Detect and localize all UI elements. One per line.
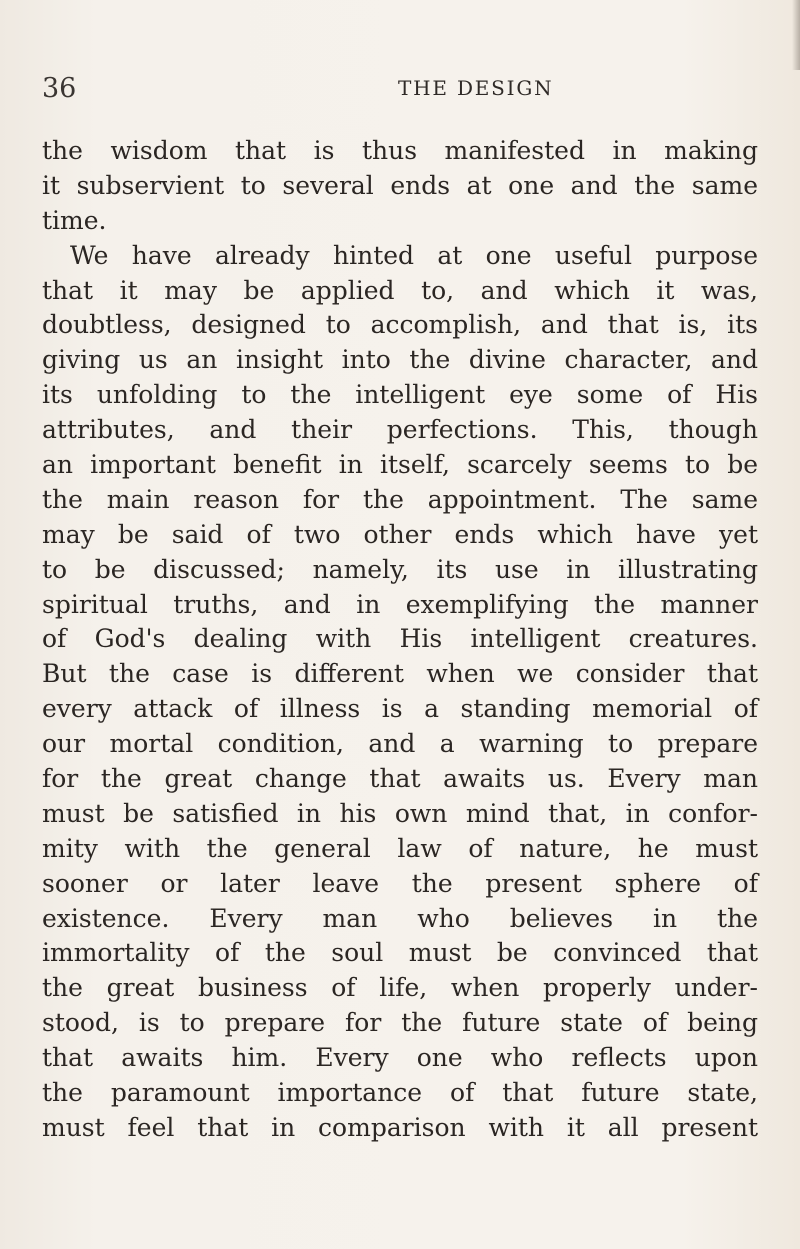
text-line: every attack of illness is a standing memorial of — [42, 694, 758, 724]
text-line: must be satisfied in his own mind that, in confor- — [42, 798, 758, 828]
text-line: the paramount importance of that future state, — [42, 1078, 758, 1108]
text-line: may be said of two other ends which have yet — [42, 519, 758, 549]
page-header — [42, 73, 758, 107]
text-line: it subservient to several ends at one and the same — [42, 170, 758, 200]
body-text — [42, 134, 758, 1146]
text-line: existence. Every man who believes in the — [42, 903, 758, 933]
text-line: that it may be applied to, and which it was, — [42, 275, 758, 305]
text-line: our mortal condition, and a warning to prepare — [42, 729, 758, 759]
text-line: We have already hinted at one useful purpose — [70, 240, 758, 270]
text-line: the wisdom that is thus manifested in making — [42, 136, 758, 165]
text-line: immortality of the soul must be convinced that — [42, 938, 758, 968]
text-line: doubtless, designed to accomplish, and that is, its — [42, 310, 758, 340]
text-line: to be discussed; namely, its use in illustrating — [42, 554, 758, 584]
running-head: THE DESIGN — [398, 76, 554, 100]
text-line: sooner or later leave the present sphere of — [42, 868, 758, 898]
text-line: spiritual truths, and in exemplifying the manner — [42, 589, 758, 619]
text-line: giving us an insight into the divine character, and — [42, 345, 758, 375]
text-line: the main reason for the appointment. The same — [42, 484, 758, 514]
text-line: for the great change that awaits us. Every man — [42, 764, 758, 794]
text-line: time. — [42, 205, 107, 235]
page-number: 36 — [42, 73, 77, 104]
text-line: But the case is different when we consider that — [42, 659, 758, 689]
text-line: must feel that in comparison with it all present — [42, 1112, 758, 1142]
text-line: the great business of life, when properly under- — [42, 973, 758, 1003]
text-line: mity with the general law of nature, he must — [42, 833, 758, 863]
text-line: its unfolding to the intelligent eye some of His — [42, 380, 758, 410]
text-line: an important benefit in itself, scarcely seems to be — [42, 450, 758, 480]
text-line: of God's dealing with His intelligent creatures. — [42, 624, 758, 654]
text-line: that awaits him. Every one who reflects upon — [42, 1043, 758, 1073]
text-line: stood, is to prepare for the future state of being — [42, 1008, 758, 1038]
page-edge-shadow — [792, 0, 800, 70]
text-line: attributes, and their perfections. This, though — [42, 415, 758, 445]
